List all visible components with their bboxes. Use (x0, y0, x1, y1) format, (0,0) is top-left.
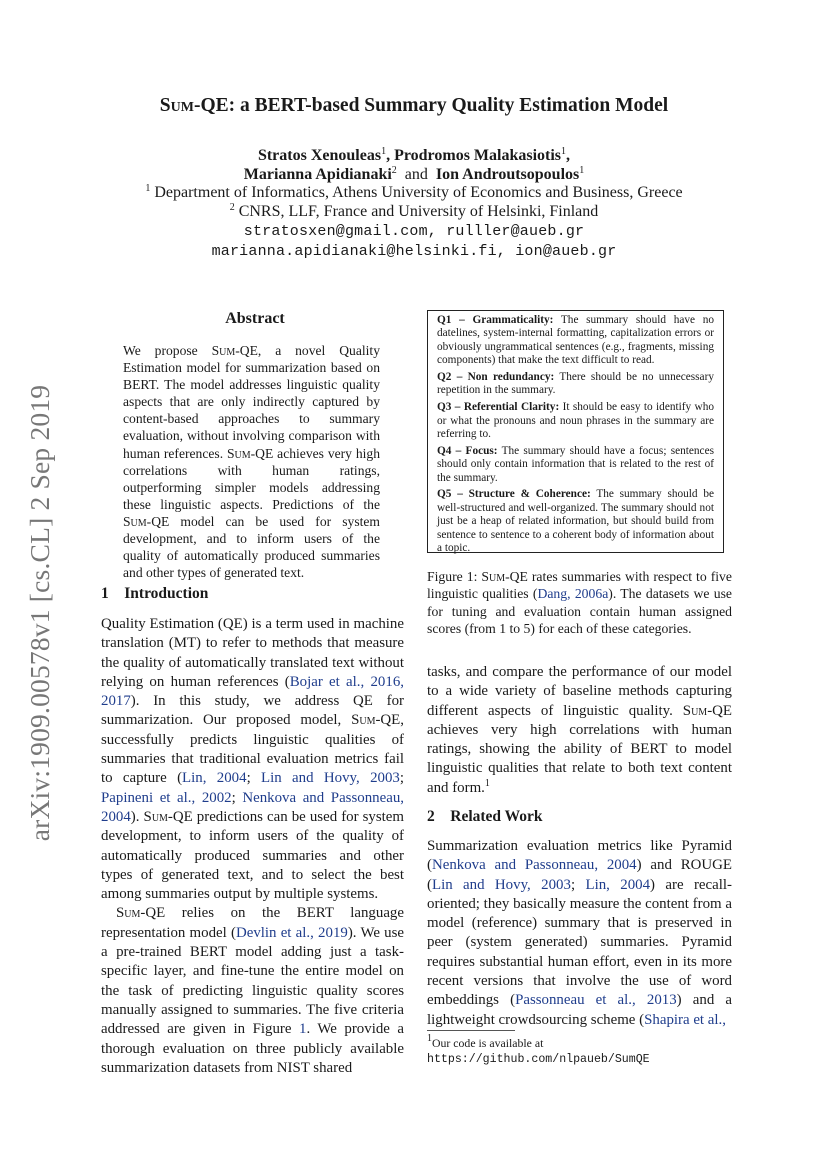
author-1: Stratos Xenouleas (257, 147, 382, 164)
section-heading-introduction: 1 Introduction (101, 585, 209, 602)
citation-link[interactable]: Dang, 2006a (537, 586, 609, 602)
author-and: and (404, 166, 428, 183)
introduction-body (101, 615, 404, 1078)
author-4: Ion Androutsopoulos (435, 166, 580, 183)
author-line-2: Marianna Apidianaki$^2$ and Ion Androutsopoulos$^1$ (243, 165, 585, 183)
right-column-continuation: tasks, and compare the performance of our model to a wide variety of baseline methods capturing different aspects of linguistic quality. Sum-QE achieves very high correlations with human ratings, showing the ability of BERT to model linguistic qualities that relate to both text content and form.$^1$ (427, 664, 732, 796)
intro-paragraph-1: Quality Estimation (QE) is a term used in machine translation (MT) to refer to methods that measure the quality of automatically translated text without relying on human references (Bojar et al., 2016, 2017). In this study, we address QE for summarization. Our proposed model, Sum-QE, successfully predicts linguistic qualities of summaries that traditional evaluation metrics fail to capture (Lin, 2004; Lin and Hovy, 2003; Papineni et al., 2002; Nenkova and Passonneau, 2004). Sum-QE predictions can be used for system development, to inform users of the quality of automatically produced summaries and other types of generated text, and to select the best among summaries output by multiple systems. (101, 616, 404, 903)
author-2: Prodromos Malakasiotis (394, 147, 562, 164)
paper-title (60, 95, 768, 117)
title-rest: : a BERT-based Summary Quality Estimation Model (228, 95, 669, 116)
criterion-q3: Q3 – Referential Clarity: It should be easy to identify who or what the pronouns and noun phrases in the summary are referring to. (437, 401, 714, 441)
citation-link[interactable]: Passonneau et al., 2013 (515, 992, 677, 1009)
author-3: Marianna Apidianaki (243, 166, 392, 183)
criterion-q5: Q5 – Structure & Coherence: The summary should be well-structured and well-organized. The summary should not just be a heap of related information, but should build from sentence to sentence to a coherent body of information about a topic. (437, 488, 714, 555)
arxiv-id: arXiv:1909.00578v1 [cs.CL] 2 Sep 2019 (24, 384, 55, 842)
figure-ref-link[interactable]: 1 (299, 1021, 307, 1038)
abstract-heading: Abstract (225, 310, 285, 327)
arxiv-watermark (18, 378, 62, 848)
citation-link[interactable]: Shapira et al., (644, 1011, 726, 1028)
footnote-divider (427, 1030, 515, 1031)
emails-1: stratosxen@gmail.com, rulller@aueb.gr (243, 223, 585, 240)
citation-link[interactable]: Lin, 2004 (585, 876, 651, 893)
citation-link[interactable]: Lin and Hovy, 2003 (431, 876, 571, 893)
citation-link[interactable]: Bojar et al., 2016, 2017 (101, 673, 404, 710)
citation-link[interactable]: Nenkova and Passonneau, 2004 (431, 857, 637, 874)
citation-link[interactable]: Nenkova and Passonneau, 2004 (101, 789, 404, 825)
footnote-marker: 1 (484, 777, 490, 789)
criterion-q2: Q2 – Non redundancy: There should be no unnecessary repetition in the summary. (437, 371, 714, 397)
abstract-body: We propose Sum-QE, a novel Quality Estimation model for summarization based on BERT. The model addresses linguistic quality aspects that are only indirectly captured by content-based approaches to summary evaluation, without involving comparison with human references. Sum-QE achieves very high correlations with human ratings, outperforming simpler models addressing these linguistic aspects. Predictions of the Sum-QE model can be used for system development, and to inform users of the quality of automatically produced summaries and other types of generated text. (123, 343, 381, 581)
criterion-q4: Q4 – Focus: The summary should have a focus; sentences should only contain information that is related to the rest of the summary. (437, 444, 714, 484)
section-heading-related-work: 2 Related Work (427, 808, 543, 825)
citation-link[interactable]: Papineni et al., 2002 (101, 789, 232, 806)
citation-link[interactable]: Devlin et al., 2019 (235, 924, 348, 941)
figure-1-criteria-box (427, 310, 724, 553)
figure-1-caption: Figure 1: Sum-QE rates summaries with respect to five linguistic qualities (Dang, 2006a). The datasets we use for tuning and evaluation contain human assigned scores (from 1 to 5) for each of these categories. (427, 569, 732, 637)
footnote-1: $^1$Our code is available at https://github.com/nlpaueb/SumQE (427, 1033, 650, 1066)
emails-2: marianna.apidianaki@helsinki.fi, ion@aueb.gr (211, 243, 617, 260)
related-work-body: Summarization evaluation metrics like Pyramid (Nenkova and Passonneau, 2004) and ROUGE (Lin and Hovy, 2003; Lin, 2004) are recall-oriented; they basically measure the content from a model (reference) summary that is preserved in peer (system generated) summaries. Pyramid requires substantial human effort, even in its more recent versions that involve the use of word embeddings (Passonneau et al., 2013) and a lightweight crowdsourcing scheme (Shapira et al., (427, 838, 733, 1028)
author-line-1: Stratos Xenouleas$^1$, Prodromos Malakasiotis$^1$, (257, 146, 571, 164)
criterion-q1: Q1 – Grammaticality: The summary should have no datelines, system-internal formatting, capitalization errors or obviously ungrammatical sentences (e.g., fragments, missing components) that make the text difficult to read. (437, 314, 714, 367)
intro-paragraph-2: Sum-QE relies on the BERT language representation model (Devlin et al., 2019). We use a pre-trained BERT model adding just a task-specific layer, and fine-tune the entire model on the task of predicting linguistic quality scores manually assigned to summaries. The five criteria addressed are given in Figure 1. We provide a thorough evaluation on three publicly available summarization datasets from NIST shared (101, 905, 405, 1076)
citation-link[interactable]: Lin, 2004 (182, 770, 247, 787)
title-name: Sum-QE (159, 95, 229, 116)
code-url-link[interactable]: https://github.com/nlpaueb/SumQE (427, 1052, 650, 1066)
affiliation-1: $^1$ Department of Informatics, Athens University of Economics and Business, Greece (145, 183, 683, 201)
affiliation-2: $^2$ CNRS, LLF, France and University of Helsinki, Finland (229, 202, 599, 220)
citation-link[interactable]: Lin and Hovy, 2003 (261, 770, 400, 787)
